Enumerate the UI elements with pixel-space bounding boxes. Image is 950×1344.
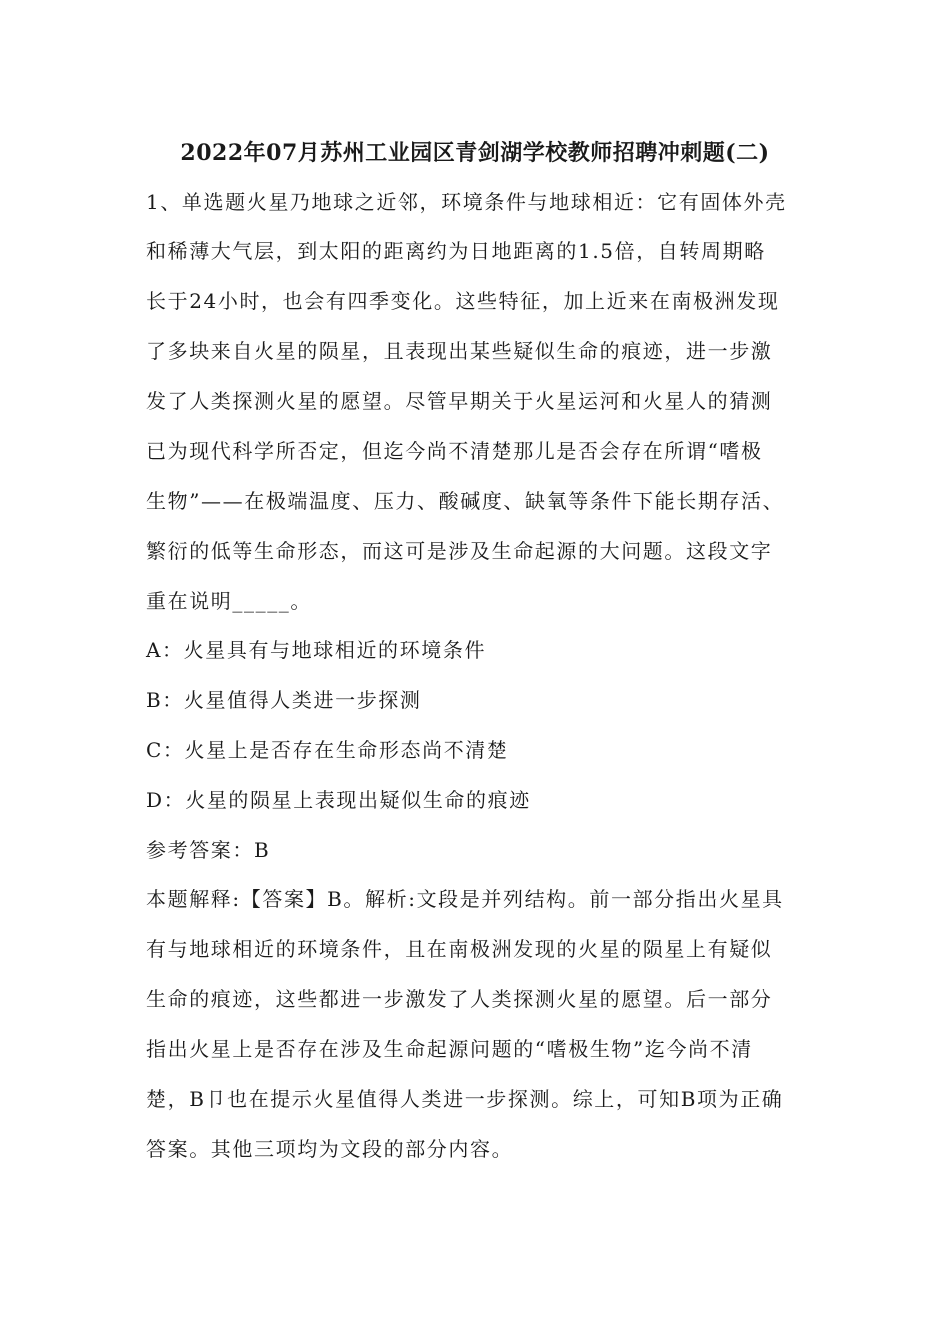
question-line: 了多块来自火星的陨星，且表现出某些疑似生命的痕迹，进一步激 bbox=[146, 339, 773, 363]
explanation-line: 楚，B卩也在提示火星值得人类进一步探测。综上，可知B项为正确 bbox=[146, 1087, 784, 1111]
question-line: 1、单选题火星乃地球之近邻，环境条件与地球相近：它有固体外壳 bbox=[146, 190, 787, 214]
question-line: 发了人类探测火星的愿望。尽管早期关于火星运河和火星人的猜测 bbox=[146, 389, 773, 413]
option-a: A：火星具有与地球相近的环境条件 bbox=[146, 638, 487, 662]
reference-answer: 参考答案：B bbox=[146, 838, 271, 862]
document-title: 2022年07月苏州工业园区青剑湖学校教师招聘冲刺题(二) bbox=[180, 140, 770, 166]
explanation-line: 指出火星上是否存在涉及生命起源问题的“嗜极生物”迄今尚不清 bbox=[146, 1037, 753, 1061]
explanation-line: 生命的痕迹，这些都进一步激发了人类探测火星的愿望。后一部分 bbox=[146, 987, 773, 1011]
explanation-line: 有与地球相近的环境条件，且在南极洲发现的火星的陨星上有疑似 bbox=[146, 937, 773, 961]
explanation-line: 本题解释:【答案】B。解析:文段是并列结构。前一部分指出火星具 bbox=[146, 887, 784, 911]
option-b: B：火星值得人类进一步探测 bbox=[146, 688, 422, 712]
question-line: 长于24小时，也会有四季变化。这些特征，加上近来在南极洲发现 bbox=[146, 289, 780, 313]
question-line: 已为现代科学所否定，但迄今尚不清楚那儿是否会存在所谓“嗜极 bbox=[146, 439, 763, 463]
question-line: 和稀薄大气层，到太阳的距离约为日地距离的1.5倍，自转周期略 bbox=[146, 239, 766, 263]
explanation-line: 答案。其他三项均为文段的部分内容。 bbox=[146, 1137, 514, 1161]
option-c: C：火星上是否存在生命形态尚不清楚 bbox=[146, 738, 509, 762]
question-line: 繁衍的低等生命形态，而这可是涉及生命起源的大问题。这段文字 bbox=[146, 539, 773, 563]
option-d: D：火星的陨星上表现出疑似生命的痕迹 bbox=[146, 788, 531, 812]
question-line: 生物”——在极端温度、压力、酸碱度、缺氧等条件下能长期存活、 bbox=[146, 489, 785, 513]
question-line: 重在说明_____。 bbox=[146, 589, 312, 613]
